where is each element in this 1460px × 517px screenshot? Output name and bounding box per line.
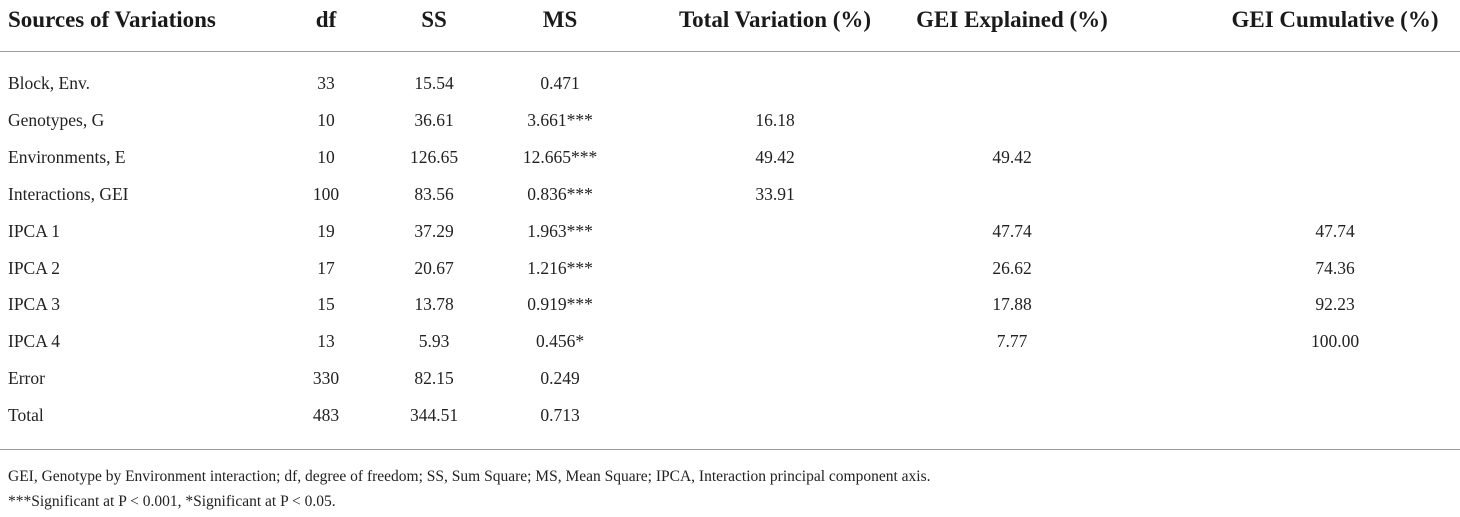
cell-ss: 5.93 [418, 331, 450, 352]
footnote-abbreviations: GEI, Genotype by Environment interaction; df, degree of freedom; SS, Sum Square; MS, Mean Square; IPCA, Interaction principal component axis. [8, 468, 931, 485]
header-df: df [315, 7, 337, 32]
cell-gei-cumulative: 74.36 [1315, 257, 1355, 278]
cell-ss: 126.65 [409, 146, 459, 167]
cell-df: 33 [317, 73, 335, 93]
cell-ss: 15.54 [414, 73, 454, 93]
cell-gei-cumulative: 92.23 [1315, 294, 1355, 315]
cell-ms: 0.249 [540, 368, 580, 389]
cell-ms: 1.216*** [527, 257, 593, 278]
cell-ss: 344.51 [409, 405, 459, 426]
footnote-significance: ***Significant at P < 0.001, *Significant at P < 0.05. [8, 493, 336, 510]
cell-source: IPCA 3 [8, 294, 61, 315]
cell-ms: 0.456* [535, 331, 585, 352]
cell-gei-explained: 26.62 [992, 257, 1032, 278]
cell-source: Environments, E [8, 146, 126, 167]
header-ss: SS [421, 7, 447, 32]
cell-gei-explained: 49.42 [992, 146, 1032, 167]
cell-total-variation: 33.91 [755, 183, 795, 204]
cell-ms: 12.665*** [522, 146, 598, 167]
cell-ms: 3.661*** [527, 109, 593, 130]
cell-ss: 36.61 [414, 109, 454, 130]
cell-source: Genotypes, G [8, 109, 105, 130]
cell-ss: 13.78 [414, 294, 454, 315]
cell-ms: 0.713 [540, 405, 580, 426]
cell-source: Error [8, 368, 45, 389]
cell-source: Block, Env. [8, 73, 90, 93]
cell-df: 330 [312, 368, 340, 389]
cell-df: 10 [317, 146, 335, 167]
cell-ss: 82.15 [414, 368, 454, 389]
cell-ss: 83.56 [414, 183, 454, 204]
table-bottom-rule [0, 449, 1460, 450]
header-ms: MS [542, 7, 578, 32]
cell-ms: 0.836*** [527, 183, 593, 204]
cell-ms: 0.471 [540, 73, 580, 93]
cell-source: Total [8, 405, 44, 426]
cell-gei-cumulative: 47.74 [1315, 220, 1355, 241]
cell-df: 13 [317, 331, 335, 352]
header-total-variation: Total Variation (%) [678, 7, 872, 32]
cell-gei-explained: 17.88 [992, 294, 1032, 315]
header-gei-cumulative: GEI Cumulative (%) [1231, 7, 1439, 32]
cell-ms: 0.919*** [527, 294, 593, 315]
header-bottom-rule [0, 51, 1460, 52]
cell-ss: 37.29 [414, 220, 454, 241]
cell-gei-cumulative: 100.00 [1310, 331, 1360, 352]
cell-source: Interactions, GEI [8, 183, 129, 204]
cell-gei-explained: 7.77 [996, 331, 1028, 352]
header-source: Sources of Variations [8, 7, 216, 32]
cell-ms: 1.963*** [527, 220, 593, 241]
cell-df: 10 [317, 109, 335, 130]
cell-df: 15 [317, 294, 335, 315]
cell-source: IPCA 2 [8, 257, 61, 278]
cell-ss: 20.67 [414, 257, 454, 278]
cell-total-variation: 16.18 [755, 109, 795, 130]
cell-gei-explained: 47.74 [992, 220, 1032, 241]
cell-df: 19 [317, 220, 335, 241]
cell-source: IPCA 1 [8, 220, 61, 241]
cell-source: IPCA 4 [8, 331, 61, 352]
cell-total-variation: 49.42 [755, 146, 795, 167]
cell-df: 17 [317, 257, 335, 278]
header-gei-explained: GEI Explained (%) [916, 7, 1108, 32]
cell-df: 483 [312, 405, 340, 426]
cell-df: 100 [312, 183, 340, 204]
